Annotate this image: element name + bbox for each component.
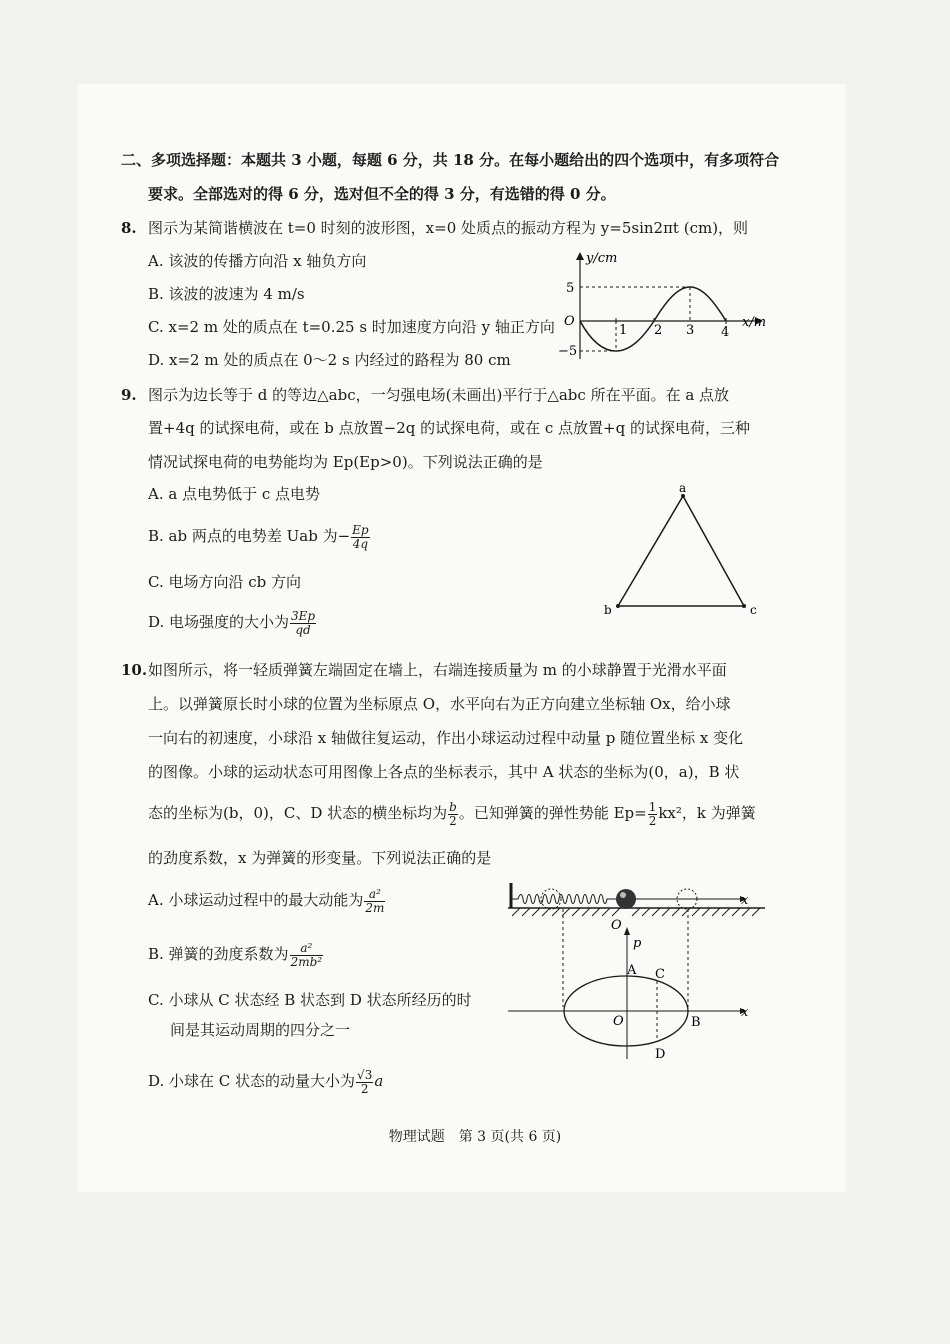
ball-highlight	[620, 892, 626, 898]
fraction-numerator: Ep	[352, 522, 369, 537]
triangle-abc	[618, 496, 744, 606]
q9-option-b-fraction	[351, 524, 369, 551]
vertex-c	[742, 604, 746, 608]
state-a-label: A	[627, 963, 637, 978]
q10-option-a	[148, 885, 386, 915]
q8-option-d: D. x=2 m 处的质点在 0～2 s 内经过的路程为 80 cm	[148, 351, 511, 369]
fraction-numerator: a²	[364, 888, 385, 902]
spring	[512, 895, 616, 904]
label-c: c	[750, 603, 757, 617]
q10-option-b-text: B. 弹簧的劲度系数为	[148, 945, 289, 963]
q10-stem-2: 上。以弹簧原长时小球的位置为坐标原点 O，水平向右为正方向建立坐标轴 Ox，给小球	[148, 695, 731, 713]
fraction-numerator: b	[449, 799, 457, 814]
q10-option-a-fraction	[364, 888, 385, 915]
q10-number: 10.	[121, 661, 148, 679]
fraction-denominator: 2mb²	[290, 954, 323, 969]
q9-stem-2: 置+4q 的试探电荷，或在 b 点放置−2q 的试探电荷，或在 c 点放置+q 的试探电荷，三种	[148, 419, 750, 437]
y-axis-arrow-icon	[576, 252, 584, 260]
q10-option-d-variable: a	[374, 1072, 384, 1090]
top-origin-label: O	[611, 918, 622, 933]
q10-option-c-line-1: C. 小球从 C 状态经 B 状态到 D 状态所经历的时	[148, 991, 472, 1009]
q10-stem-3: 一向右的初速度，小球沿 x 轴做往复运动，作出小球运动过程中动量 p 随位置坐标 x 变化	[148, 729, 744, 747]
ball	[616, 889, 636, 909]
label-a: a	[679, 481, 687, 495]
q10-stem-5-fraction-half	[648, 801, 658, 828]
q8-option-c: C. x=2 m 处的质点在 t=0.25 s 时加速度方向沿 y 轴正方向	[148, 318, 555, 336]
q10-stem-5-part-b: 。已知弹簧的弹性势能 Ep=	[458, 804, 647, 822]
q9-option-c: C. 电场方向沿 cb 方向	[148, 573, 302, 591]
q10-option-d-text: D. 小球在 C 状态的动量大小为	[148, 1072, 356, 1090]
q9-triangle-figure	[596, 480, 766, 620]
q8-stem: 图示为某简谐横波在 t=0 时刻的波形图，x=0 处质点的振动方程为 y=5sin2πt (cm)，则	[148, 219, 749, 237]
q9-stem-3: 情况试探电荷的电势能均为 Ep(Ep>0)。下列说法正确的是	[148, 453, 543, 471]
wave-curve	[580, 287, 726, 351]
fraction-numerator: √3	[357, 1067, 373, 1082]
lower-origin-label: O	[613, 1014, 624, 1029]
q10-stem-4: 的图像。小球的运动状态可用图像上各点的坐标表示，其中 A 状态的坐标为(0，a)，B 状	[148, 763, 740, 781]
fraction-denominator: qd	[295, 622, 311, 637]
origin-label: O	[564, 314, 575, 329]
vertex-b	[616, 604, 620, 608]
fraction-denominator: 4q	[352, 536, 369, 551]
top-x-label: x	[741, 893, 749, 908]
q8-option-b: B. 该波的波速为 4 m/s	[148, 285, 305, 303]
q9-number: 9.	[121, 386, 137, 404]
p-axis-arrow-icon	[624, 927, 630, 935]
q9-option-d-text: D. 电场强度的大小为	[148, 613, 290, 631]
q10-option-b-fraction	[290, 942, 324, 969]
fraction-denominator: 2	[648, 813, 657, 828]
q10-option-b	[148, 939, 324, 969]
q10-option-a-text: A. 小球运动过程中的最大动能为	[148, 891, 364, 909]
q10-stem-5-fraction-b	[448, 801, 458, 828]
q10-option-d-fraction	[356, 1069, 373, 1096]
state-c-label: C	[655, 967, 665, 982]
q10-stem-5-part-c: kx²，k 为弹簧	[658, 804, 756, 822]
q8-option-a: A. 该波的传播方向沿 x 轴负方向	[148, 252, 367, 270]
state-b-label: B	[691, 1015, 701, 1030]
lower-x-label: x	[741, 1005, 749, 1020]
q10-option-c-line-2: 间是其运动周期的四分之一	[170, 1021, 351, 1039]
q9-option-d-fraction	[290, 610, 316, 637]
y-pos-label: 5	[566, 281, 575, 296]
x-tick-label-2: 2	[654, 323, 663, 338]
q10-stem-5-part-a: 态的坐标为(b，0)，C、D 状态的横坐标均为	[148, 804, 448, 822]
fraction-numerator: 1	[648, 799, 657, 814]
state-d-label: D	[655, 1047, 666, 1062]
q9-option-a: A. a 点电势低于 c 点电势	[148, 485, 321, 503]
x-tick-label-1: 1	[619, 323, 628, 338]
q10-option-d	[148, 1066, 383, 1096]
q9-option-d	[148, 608, 317, 637]
fraction-numerator: a²	[290, 942, 324, 956]
y-neg-label: −5	[558, 344, 578, 359]
x-tick-label-3: 3	[686, 323, 695, 338]
q10-stem-1: 如图所示，将一轻质弹簧左端固定在墙上，右端连接质量为 m 的小球静置于光滑水平面	[148, 661, 727, 679]
y-axis-label: y/cm	[586, 251, 618, 266]
q10-spring-figure	[500, 875, 770, 1070]
x-tick-label-4: 4	[721, 325, 730, 340]
q10-stem-6: 的劲度系数，x 为弹簧的形变量。下列说法正确的是	[148, 849, 492, 867]
fraction-numerator: 3Ep	[291, 608, 316, 623]
q8-number: 8.	[121, 219, 137, 237]
fraction-denominator: 2	[360, 1081, 369, 1096]
fraction-denominator: 2m	[365, 900, 385, 915]
q8-wave-graph	[550, 244, 780, 364]
q10-stem-5	[148, 798, 756, 828]
section-line-1: 二、多项选择题：本题共 3 小题，每题 6 分，共 18 分。在每小题给出的四个选项中，有多项符合	[121, 151, 780, 169]
x-axis-label: x/m	[742, 315, 767, 330]
label-b: b	[604, 603, 612, 617]
q9-option-b	[148, 522, 371, 551]
p-axis-label: p	[633, 936, 642, 951]
fraction-denominator: 2	[449, 813, 457, 828]
section-line-2: 要求。全部选对的得 6 分，选对但不全的得 3 分，有选错的得 0 分。	[148, 185, 616, 203]
page-footer: 物理试题 第 3 页(共 6 页)	[388, 1129, 562, 1145]
q9-stem-1: 图示为边长等于 d 的等边△abc，一匀强电场(未画出)平行于△abc 所在平面。在 a 点放	[148, 386, 730, 404]
q9-option-b-text: B. ab 两点的电势差 Uab 为−	[148, 527, 351, 545]
